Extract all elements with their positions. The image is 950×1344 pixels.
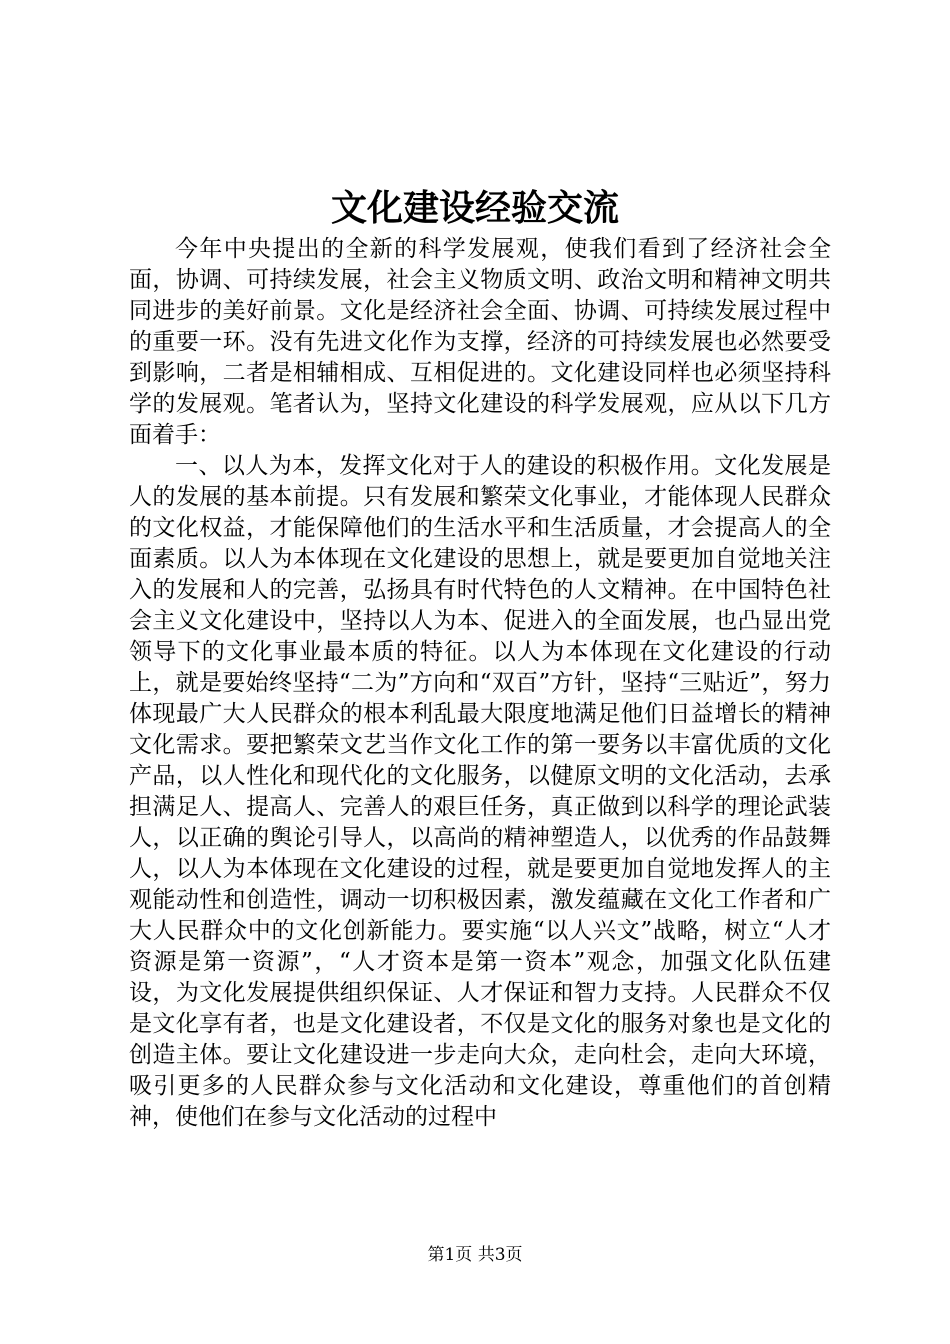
document-title: 文化建设经验交流 [330,187,619,229]
document-body [129,234,831,1133]
body-paragraph-section-1: 一、以人为本，发挥文化对于人的建设的积极作用。文化发展是人的发展的基本前提。只有发展和繁荣文化事业，才能体现人民群众的文化权益，才能保障他们的生活水平和生活质量，才会提高人的全面素质。以人为本体现在文化建设的思想上，就是要更加自觉地关注入的发展和人的完善，弘扬具有时代特色的人文精神。在中国特色社会主义文化建设中，坚持以人为本、促进入的全面发展，也凸显出党领导下的文化事业最本质的特征。以人为本体现在文化建设的行动上，就是要始终坚持“二为”方向和“双百”方针，坚持“三贴近”，努力体现最广大人民群众的根本利乱最大限度地满足他们日益增长的精神文化需求。要把繁荣文艺当作文化工作的第一要务以丰富优质的文化产品，以人性化和现代化的文化服务，以健原文明的文化活动，去承担满足人、提高人、完善人的艰巨任务，真正做到以科学的理论武装人，以正确的舆论引导人，以高尚的精神塑造人，以优秀的作品鼓舞人，以人为本体现在文化建设的过程，就是要更加自觉地发挥人的主观能动性和创造性，调动一切积极因素，激发蕴藏在文化工作者和广大人民群众中的文化创新能力。要实施“以人兴文”战略，树立“人才资源是第一资源”，“人才资本是第一资本”观念，加强文化队伍建设，为文化发展提供组织保证、人才保证和智力支持。人民群众不仅是文化享有者，也是文化建设者，不仅是文化的服务对象也是文化的创造主体。要让文化建设进一步走向大众，走向杜会，走向大环境，吸引更多的人民群众参与文化活动和文化建设，尊重他们的首创精神，使他们在参与文化活动的过程中 [129,453,831,1130]
page-number-footer: 第1页 共3页 [427,1245,523,1265]
body-paragraph-intro: 今年中央提出的全新的科学发展观，使我们看到了经济社会全面，协调、可持续发展，社会主义物质文明、政治文明和精神文明共同进步的美好前景。文化是经济社会全面、协调、可持续发展过程中的重要一环。没有先进文化作为支撑，经济的可持续发展也必然要受到影响，二者是相辅相成、互相促进的。文化建设同样也必须坚持科学的发展观。笔者认为，坚持文化建设的科学发展观，应从以下几方面着手： [129,236,831,448]
